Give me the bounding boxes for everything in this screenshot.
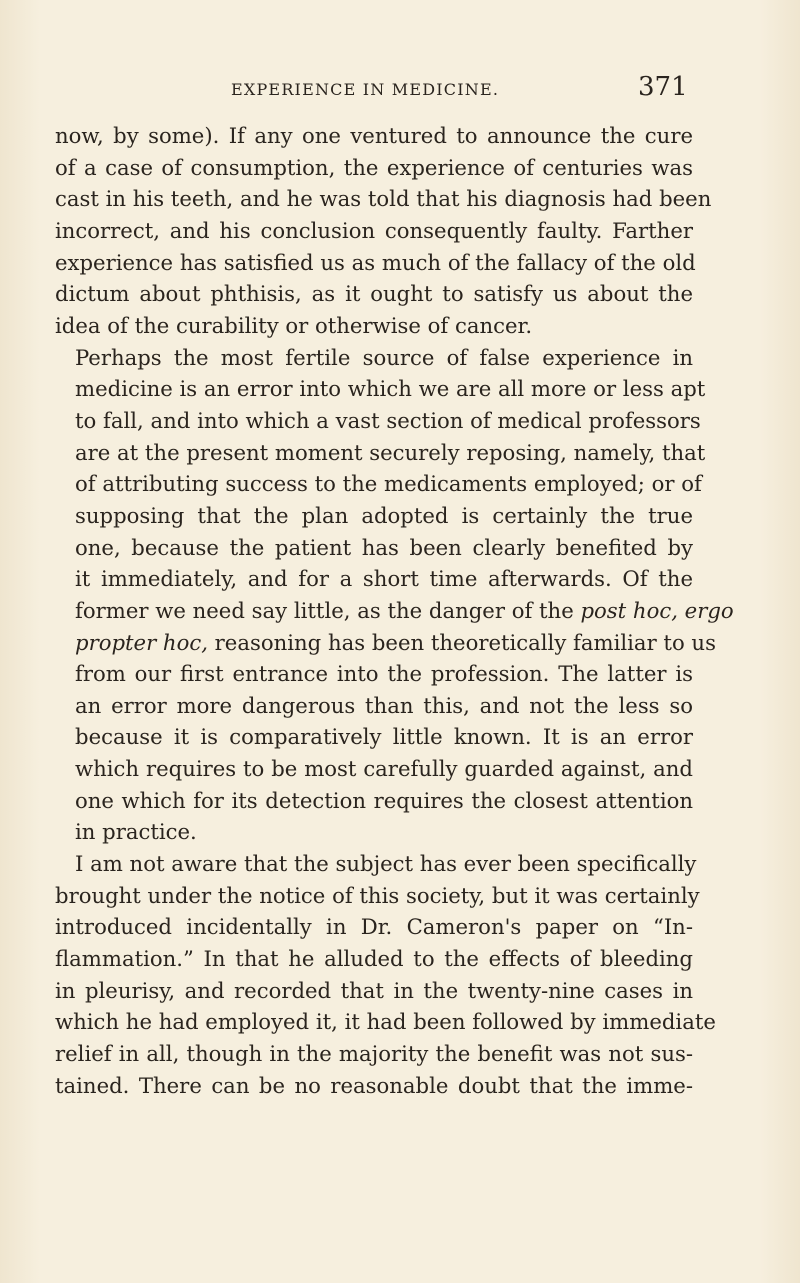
text-line — [55, 595, 734, 627]
text-line: an error more dangerous than this, and not the less so — [75, 692, 693, 718]
latin-phrase: propter hoc, — [75, 629, 208, 655]
text-line: experience has satisfied us as much of the fallacy of the old — [55, 249, 696, 275]
paragraph-1 — [55, 120, 712, 342]
text-line: supposing that the plan adopted is certainly the true — [75, 502, 693, 528]
text-line: to fall, and into which a vast section of medical professors — [75, 407, 701, 433]
text-line: medicine is an error into which we are all more or less apt — [75, 376, 706, 402]
paragraph-2 — [55, 342, 734, 849]
text-line: it immediately, and for a short time afterwards. Of the — [75, 566, 693, 592]
latin-phrase: post hoc, ergo — [580, 597, 734, 623]
text-line: of attributing success to the medicaments employed; or of — [75, 471, 702, 497]
text-line: are at the present moment securely reposing, namely, that — [75, 439, 706, 465]
text-line: which he had employed it, it had been followed by immediate — [55, 1009, 716, 1035]
text-line: now, by some). If any one ventured to announce the cure — [55, 123, 693, 148]
text-line: I am not aware that the subject has ever been specifically — [75, 851, 697, 877]
paragraph-3 — [55, 848, 716, 1101]
text-line: idea of the curability or otherwise of cancer. — [55, 312, 533, 338]
text-line: which requires to be most carefully guarded against, and — [75, 756, 693, 782]
text-line: flammation.” In that he alluded to the effects of bleeding — [55, 946, 693, 972]
text-line: relief in all, though in the majority the benefit was not sus- — [55, 1041, 693, 1067]
text-line: from our first entrance into the profession. The latter is — [75, 661, 693, 687]
text-line: in pleurisy, and recorded that in the twenty-nine cases in — [55, 977, 693, 1003]
text-line: introduced incidentally in Dr. Cameron's paper on “In- — [55, 914, 693, 940]
text-line: of a case of consumption, the experience of centuries was — [55, 154, 693, 180]
text-line: in practice. — [75, 819, 197, 845]
text-run: former we need say little, as the danger of the — [75, 597, 581, 623]
text-line: Perhaps the most fertile source of false experience in — [75, 344, 693, 370]
text-line: brought under the notice of this society, but it was certainly — [55, 882, 700, 908]
text-line — [55, 627, 716, 659]
text-line: cast in his teeth, and he was told that his diagnosis had been — [55, 186, 712, 212]
running-head: EXPERIENCE IN MEDICINE. — [231, 80, 500, 99]
text-line: one, because the patient has been clearly benefited by — [75, 534, 693, 560]
text-line: tained. There can be no reasonable doubt that the imme- — [55, 1072, 693, 1098]
text-run: reasoning has been theoretically familiar to us — [207, 629, 716, 655]
text-line: dictum about phthisis, as it ought to satisfy us about the — [55, 281, 693, 307]
body-text — [55, 120, 734, 1101]
text-line: one which for its detection requires the closest attention — [75, 787, 693, 813]
text-line: incorrect, and his conclusion consequently faulty. Farther — [55, 217, 693, 243]
text-line: because it is comparatively little known. It is an error — [75, 724, 693, 750]
page-number: 371 — [638, 72, 688, 102]
